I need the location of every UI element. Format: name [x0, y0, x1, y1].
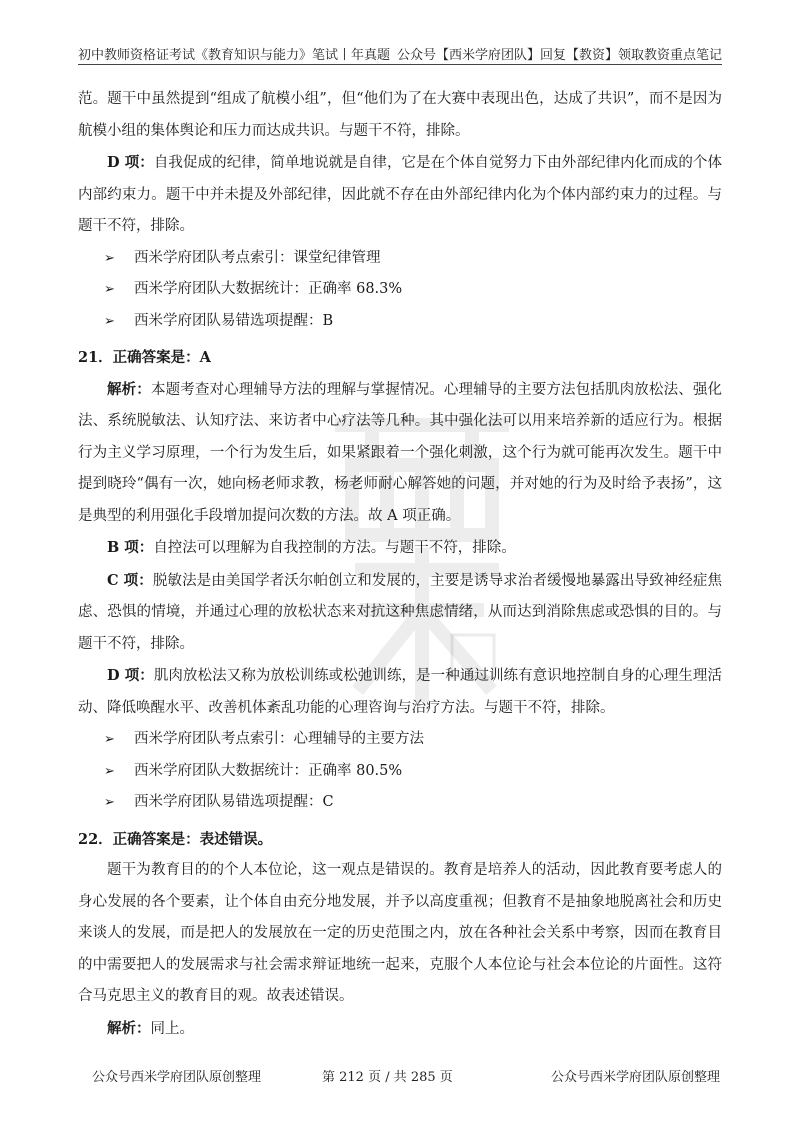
arrow-bullet-icon: ➢ — [104, 250, 115, 266]
option-d-q20 — [78, 147, 722, 243]
header-right: 公众号【西米学府团队】回复【教资】领取教资重点笔记 — [396, 48, 722, 63]
option-label: D 项： — [107, 667, 154, 684]
arrow-bullet-icon: ➢ — [104, 732, 115, 747]
list-item — [78, 787, 722, 819]
option-text: 肌肉放松法又称为放松训练或松弛训练，是一种通过训练有意识地控制自身的心理生理活动、降低唤醒水平、改善机体紊乱功能的心理咨询与治疗方法。与题干不符，排除。 — [78, 668, 723, 716]
document-body — [78, 84, 722, 1045]
option-c-q21 — [78, 565, 722, 661]
q22-explanation: 题干为教育目的的个人本位论，这一观点是错误的。教育是培养人的活动，因此教育要考虑人的身心发展的各个要素，让个体自由充分地发展，并予以高度重视；但教育不是抽象地脱离社会和历史来谈人的发展，而是把人的发展放在一定的历史范围之内，放在各种社会关系中考察，因而在教育目的中需要把人的发展需求与社会需求辩证地统一起来，克服个人本位论与社会本位论的片面性。这符合马克思主义的教育目的观。故表述错误。 — [78, 862, 722, 1004]
page-number: 第 212 页 / 共 285 页 — [322, 1070, 453, 1085]
analysis-text: 本题考查对心理辅导方法的理解与掌握情况。心理辅导的主要方法包括肌肉放松法、强化法、系统脱敏法、认知疗法、来访者中心疗法等几种。其中强化法可以用来培养新的适应行为。根据行为主义学习原理，一个行为发生后，如果紧跟着一个强化刺激，这个行为就可能再次发生。题干中提到晓玲“偶有一次，她向杨老师求教，杨老师耐心解答她的问题，并对她的行为及时给予表扬”，这是典型的利用强化手段增加提问次数的方法。故 A 项正确。 — [78, 381, 723, 524]
arrow-bullet-icon: ➢ — [104, 795, 115, 810]
q22-analysis — [78, 1013, 722, 1046]
list-item — [78, 756, 722, 788]
page-header — [78, 40, 722, 62]
bullet-text: 西米学府团队大数据统计：正确率 68.3% — [134, 281, 403, 297]
question-21-answer: 21．正确答案是：A — [78, 349, 211, 366]
option-text: 脱敏法是由美国学者沃尔帕创立和发展的，主要是诱导求治者缓慢地暴露出导致神经症焦虑、恐惧的情境，并通过心理的放松状态来对抗这种焦虑情绪，从而达到消除焦虑或恐惧的目的。与题干不符，排除。 — [78, 572, 722, 652]
bullet-text: 西米学府团队易错选项提醒：C — [134, 794, 334, 810]
option-text: 自我促成的纪律，简单地说就是自律，它是在个体自觉努力下由外部纪律内化而成的个体内部约束力。题干中并未提及外部纪律，因此就不存在由外部纪律内化为个体内部约束力的过程。与题干不符，排除。 — [78, 155, 723, 234]
question-22-answer: 22．正确答案是：表述错误。 — [78, 830, 273, 848]
footer-left: 公众号西米学府团队原创整理 — [92, 1070, 262, 1085]
q21-analysis — [78, 374, 722, 533]
analysis-label: 解析： — [107, 1019, 151, 1037]
paragraph-continuation: 范。题干中虽然提到“组成了航模小组”，但“他们为了在大赛中表现出色，达成了共识”，而不是因为航模小组的集体舆论和压力而达成共识。与题干不符，排除。 — [78, 91, 722, 139]
analysis-text: 同上。 — [150, 1020, 194, 1037]
list-item — [78, 274, 722, 306]
arrow-bullet-icon: ➢ — [104, 282, 115, 297]
option-text: 自控法可以理解为自我控制的方法。与题干不符，排除。 — [153, 540, 516, 556]
list-item — [78, 724, 722, 756]
option-label: D 项： — [107, 154, 154, 171]
bullet-text: 西米学府团队大数据统计：正确率 80.5% — [134, 762, 403, 779]
arrow-bullet-icon: ➢ — [104, 763, 115, 779]
list-item — [78, 243, 722, 275]
bullet-text: 西米学府团队易错选项提醒：B — [134, 312, 334, 329]
analysis-label: 解析： — [107, 380, 151, 398]
header-left: 初中教师资格证考试《教育知识与能力》笔试丨年真题 — [78, 48, 391, 63]
footer-right: 公众号西米学府团队原创整理 — [550, 1070, 720, 1085]
list-item — [78, 306, 722, 338]
arrow-bullet-icon: ➢ — [104, 313, 115, 329]
option-label: B 项： — [107, 539, 154, 556]
option-label: C 项： — [107, 571, 153, 589]
header-divider — [78, 64, 722, 65]
bullet-text: 西米学府团队考点索引：课堂纪律管理 — [134, 249, 381, 266]
bullet-text: 西米学府团队考点索引：心理辅导的主要方法 — [134, 731, 424, 747]
option-b-q21 — [78, 532, 722, 565]
option-d-q21 — [78, 660, 722, 724]
